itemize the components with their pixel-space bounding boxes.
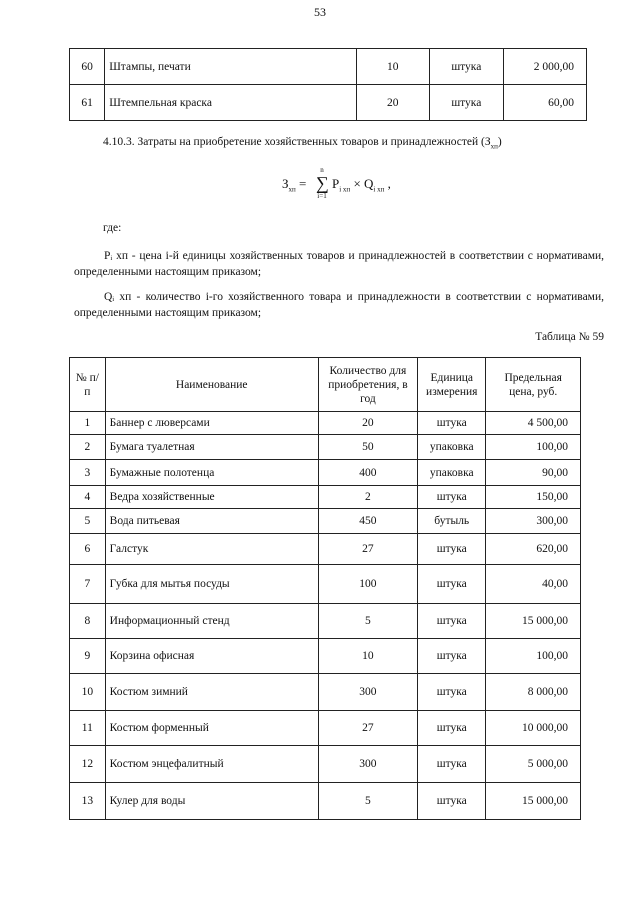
item-name: Галстук: [105, 534, 318, 565]
section-heading: [103, 136, 502, 150]
item-quantity: 2: [318, 486, 417, 509]
item-unit: штука: [429, 85, 504, 121]
table-row: [70, 565, 581, 604]
formula-lhs-symbol: З: [282, 176, 289, 191]
item-quantity: 300: [318, 746, 417, 783]
row-number: 9: [70, 639, 106, 674]
item-price: 15 000,00: [486, 604, 581, 639]
header-unit: Единица измерения: [418, 358, 486, 412]
formula-sum: [316, 166, 328, 200]
formula-equals: =: [295, 176, 307, 191]
item-quantity: 300: [318, 674, 417, 711]
table-header-row: [70, 358, 581, 412]
section-heading-text: 4.10.3. Затраты на приобретение хозяйственных товаров и принадлежностей (З: [103, 136, 491, 148]
item-name: Губка для мытья посуды: [105, 565, 318, 604]
item-name: Бумажные полотенца: [105, 460, 318, 486]
table-row: [70, 674, 581, 711]
item-quantity: 450: [318, 509, 417, 534]
item-unit: штука: [418, 412, 486, 435]
item-unit: штука: [418, 711, 486, 746]
item-quantity: 10: [356, 49, 429, 85]
row-number: 4: [70, 486, 106, 509]
header-number: № п/п: [70, 358, 106, 412]
table-row: [70, 85, 587, 121]
row-number: 5: [70, 509, 106, 534]
item-quantity: 100: [318, 565, 417, 604]
item-quantity: 5: [318, 783, 417, 820]
header-name: Наименование: [105, 358, 318, 412]
item-price: 300,00: [486, 509, 581, 534]
item-name: Кулер для воды: [105, 783, 318, 820]
formula-price-symbol: P: [332, 176, 340, 191]
table-row: [70, 534, 581, 565]
definition-price: Pᵢ хп - цена i-й единицы хозяйственных товаров и принадлежностей в соответствии с нормативами, определенными настоящим приказом;: [74, 250, 604, 278]
table-row: [70, 412, 581, 435]
row-number: 3: [70, 460, 106, 486]
item-quantity: 50: [318, 435, 417, 460]
item-name: Информационный стенд: [105, 604, 318, 639]
table-row: [70, 783, 581, 820]
item-name: Вода питьевая: [105, 509, 318, 534]
table-row: [70, 711, 581, 746]
table-row: [70, 460, 581, 486]
formula-lhs: [282, 176, 306, 194]
item-name: Ведра хозяйственные: [105, 486, 318, 509]
item-unit: штука: [418, 674, 486, 711]
sum-lower-limit: i=1: [317, 192, 327, 200]
cost-formula: [282, 166, 432, 210]
header-quantity: Количество для приобретения, в год: [318, 358, 417, 412]
item-price: 15 000,00: [486, 783, 581, 820]
table-row: [70, 604, 581, 639]
item-price: 40,00: [486, 565, 581, 604]
row-number: 7: [70, 565, 106, 604]
sum-upper-limit: n: [320, 166, 324, 174]
item-quantity: 20: [318, 412, 417, 435]
table-row: [70, 509, 581, 534]
table-row: [70, 639, 581, 674]
row-number: 12: [70, 746, 106, 783]
item-name: Костюм зимний: [105, 674, 318, 711]
item-price: 10 000,00: [486, 711, 581, 746]
item-unit: упаковка: [418, 435, 486, 460]
sum-sigma: ∑: [316, 173, 329, 193]
formula-term: [332, 176, 391, 194]
item-price: 90,00: [486, 460, 581, 486]
formula-price-subscript: i хп: [339, 185, 351, 194]
table-row: [70, 746, 581, 783]
formula-tail: ,: [384, 176, 391, 191]
row-number: 6: [70, 534, 106, 565]
formula-times-q: × Q: [350, 176, 374, 191]
item-quantity: 400: [318, 460, 417, 486]
header-price: Предельная цена, руб.: [486, 358, 581, 412]
item-quantity: 10: [318, 639, 417, 674]
item-name: Корзина офисная: [105, 639, 318, 674]
item-name: Костюм энцефалитный: [105, 746, 318, 783]
row-number: 10: [70, 674, 106, 711]
section-heading-end: ): [497, 136, 502, 148]
item-name: Бумага туалетная: [105, 435, 318, 460]
item-name: Штампы, печати: [105, 49, 357, 85]
item-quantity: 5: [318, 604, 417, 639]
formula-lhs-subscript: хп: [288, 185, 296, 194]
item-unit: штука: [418, 534, 486, 565]
item-unit: упаковка: [418, 460, 486, 486]
formula-q-subscript: i хп: [373, 185, 385, 194]
table-caption: Таблица № 59: [535, 331, 604, 343]
item-price: 4 500,00: [486, 412, 581, 435]
item-name: Штемпельная краска: [105, 85, 357, 121]
item-name: Костюм форменный: [105, 711, 318, 746]
item-price: 150,00: [486, 486, 581, 509]
item-price: 620,00: [486, 534, 581, 565]
item-unit: штука: [418, 746, 486, 783]
where-label: где:: [103, 222, 122, 234]
item-quantity: 20: [356, 85, 429, 121]
row-number: 1: [70, 412, 106, 435]
table-row: [70, 486, 581, 509]
definition-quantity: Qᵢ хп - количество i-го хозяйственного товара и принадлежности в соответствии с нормативами, определенными настоящим приказом;: [74, 291, 604, 319]
row-number: 8: [70, 604, 106, 639]
item-price: 5 000,00: [486, 746, 581, 783]
item-unit: штука: [418, 604, 486, 639]
row-number: 13: [70, 783, 106, 820]
item-price: 2 000,00: [504, 49, 587, 85]
item-price: 60,00: [504, 85, 587, 121]
page-number: 53: [314, 5, 326, 19]
table-row: [70, 435, 581, 460]
section-heading-subscript: хп: [490, 142, 498, 151]
item-price: 8 000,00: [486, 674, 581, 711]
table-row: [70, 49, 587, 85]
item-unit: штука: [418, 565, 486, 604]
item-unit: штука: [418, 783, 486, 820]
item-unit: штука: [418, 639, 486, 674]
item-unit: штука: [429, 49, 504, 85]
row-number: 11: [70, 711, 106, 746]
items-table-continued: [69, 48, 587, 121]
item-price: 100,00: [486, 435, 581, 460]
item-quantity: 27: [318, 534, 417, 565]
item-quantity: 27: [318, 711, 417, 746]
household-goods-table: [69, 357, 581, 820]
item-unit: бутыль: [418, 509, 486, 534]
item-name: Баннер с люверсами: [105, 412, 318, 435]
row-number: 2: [70, 435, 106, 460]
row-number: 61: [70, 85, 105, 121]
item-price: 100,00: [486, 639, 581, 674]
item-unit: штука: [418, 486, 486, 509]
row-number: 60: [70, 49, 105, 85]
